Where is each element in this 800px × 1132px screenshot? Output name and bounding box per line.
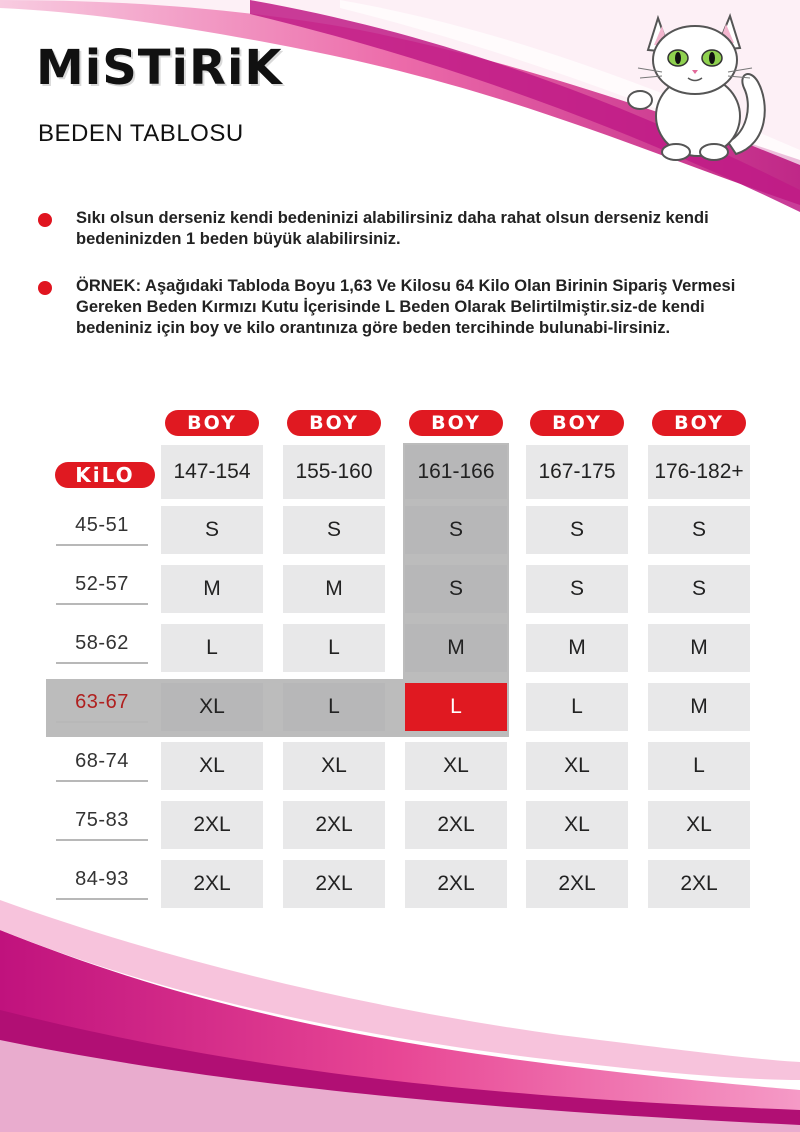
size-cell: S: [405, 565, 507, 613]
boy-label: BOY: [409, 410, 503, 436]
page-subtitle: BEDEN TABLOSU: [38, 120, 244, 147]
size-cell: L: [526, 683, 628, 731]
kilo-range: 68-74: [75, 750, 129, 772]
height-header: 161-166: [405, 445, 507, 499]
kilo-underline: [56, 898, 148, 900]
size-cell: 2XL: [405, 801, 507, 849]
size-cell: L: [161, 624, 263, 672]
note-item: [38, 276, 768, 339]
size-cell: S: [161, 506, 263, 554]
size-cell: XL: [283, 742, 385, 790]
kilo-range: 84-93: [75, 868, 129, 890]
size-table: [0, 400, 800, 920]
height-header: 176-182+: [648, 445, 750, 499]
size-cell: S: [526, 565, 628, 613]
size-cell: 2XL: [283, 860, 385, 908]
size-cell: M: [648, 683, 750, 731]
size-cell: S: [405, 506, 507, 554]
kilo-range: 63-67: [75, 691, 129, 713]
boy-label: BOY: [165, 410, 259, 436]
height-header: 155-160: [283, 445, 385, 499]
brand-logo: MiSTiRiK: [36, 40, 283, 96]
boy-label: BOY: [530, 410, 624, 436]
size-cell: S: [648, 506, 750, 554]
size-cell: XL: [648, 801, 750, 849]
kilo-label: KiLO: [55, 462, 155, 488]
size-cell: 2XL: [161, 801, 263, 849]
note-text: ÖRNEK: Aşağıdaki Tabloda Boyu 1,63 Ve Kilosu 64 Kilo Olan Birinin Sipariş Vermesi Gereken Beden Kırmızı Kutu İçerisinde L Beden Olarak Belirtilmiştir.siz-de kendi bedeniniz için boy ve kilo orantınıza göre beden tercihinde bulunabi-lirsiniz.: [76, 277, 736, 337]
height-header: 167-175: [526, 445, 628, 499]
size-cell: M: [283, 565, 385, 613]
size-cell: XL: [526, 801, 628, 849]
size-cell: S: [526, 506, 628, 554]
size-cell: L: [648, 742, 750, 790]
size-cell: M: [405, 624, 507, 672]
size-cell: L: [405, 683, 507, 731]
size-cell: XL: [526, 742, 628, 790]
size-cell: S: [283, 506, 385, 554]
size-cell: M: [648, 624, 750, 672]
size-cell: XL: [405, 742, 507, 790]
kilo-underline: [56, 780, 148, 782]
size-cell: L: [283, 683, 385, 731]
size-cell: M: [161, 565, 263, 613]
kilo-range: 58-62: [75, 632, 129, 654]
kilo-underline: [56, 662, 148, 664]
kilo-underline: [56, 544, 148, 546]
red-dot-icon: [38, 213, 52, 227]
note-text: Sıkı olsun derseniz kendi bedeninizi alabilirsiniz daha rahat olsun derseniz kendi bedeninizden 1 beden büyük alabilirsiniz.: [76, 209, 709, 248]
size-cell: 2XL: [405, 860, 507, 908]
red-dot-icon: [38, 281, 52, 295]
height-header: 147-154: [161, 445, 263, 499]
size-cell: L: [283, 624, 385, 672]
kilo-range: 75-83: [75, 809, 129, 831]
white-cat-icon: [618, 4, 778, 164]
boy-label: BOY: [287, 410, 381, 436]
kilo-underline: [56, 721, 148, 723]
size-cell: S: [648, 565, 750, 613]
size-cell: M: [526, 624, 628, 672]
boy-label: BOY: [652, 410, 746, 436]
kilo-underline: [56, 603, 148, 605]
kilo-range: 45-51: [75, 514, 129, 536]
size-cell: XL: [161, 683, 263, 731]
size-cell: 2XL: [283, 801, 385, 849]
note-item: [38, 208, 768, 250]
size-cell: 2XL: [161, 860, 263, 908]
size-cell: 2XL: [648, 860, 750, 908]
kilo-range: 52-57: [75, 573, 129, 595]
kilo-underline: [56, 839, 148, 841]
size-cell: XL: [161, 742, 263, 790]
notes: [38, 208, 768, 365]
size-cell: 2XL: [526, 860, 628, 908]
